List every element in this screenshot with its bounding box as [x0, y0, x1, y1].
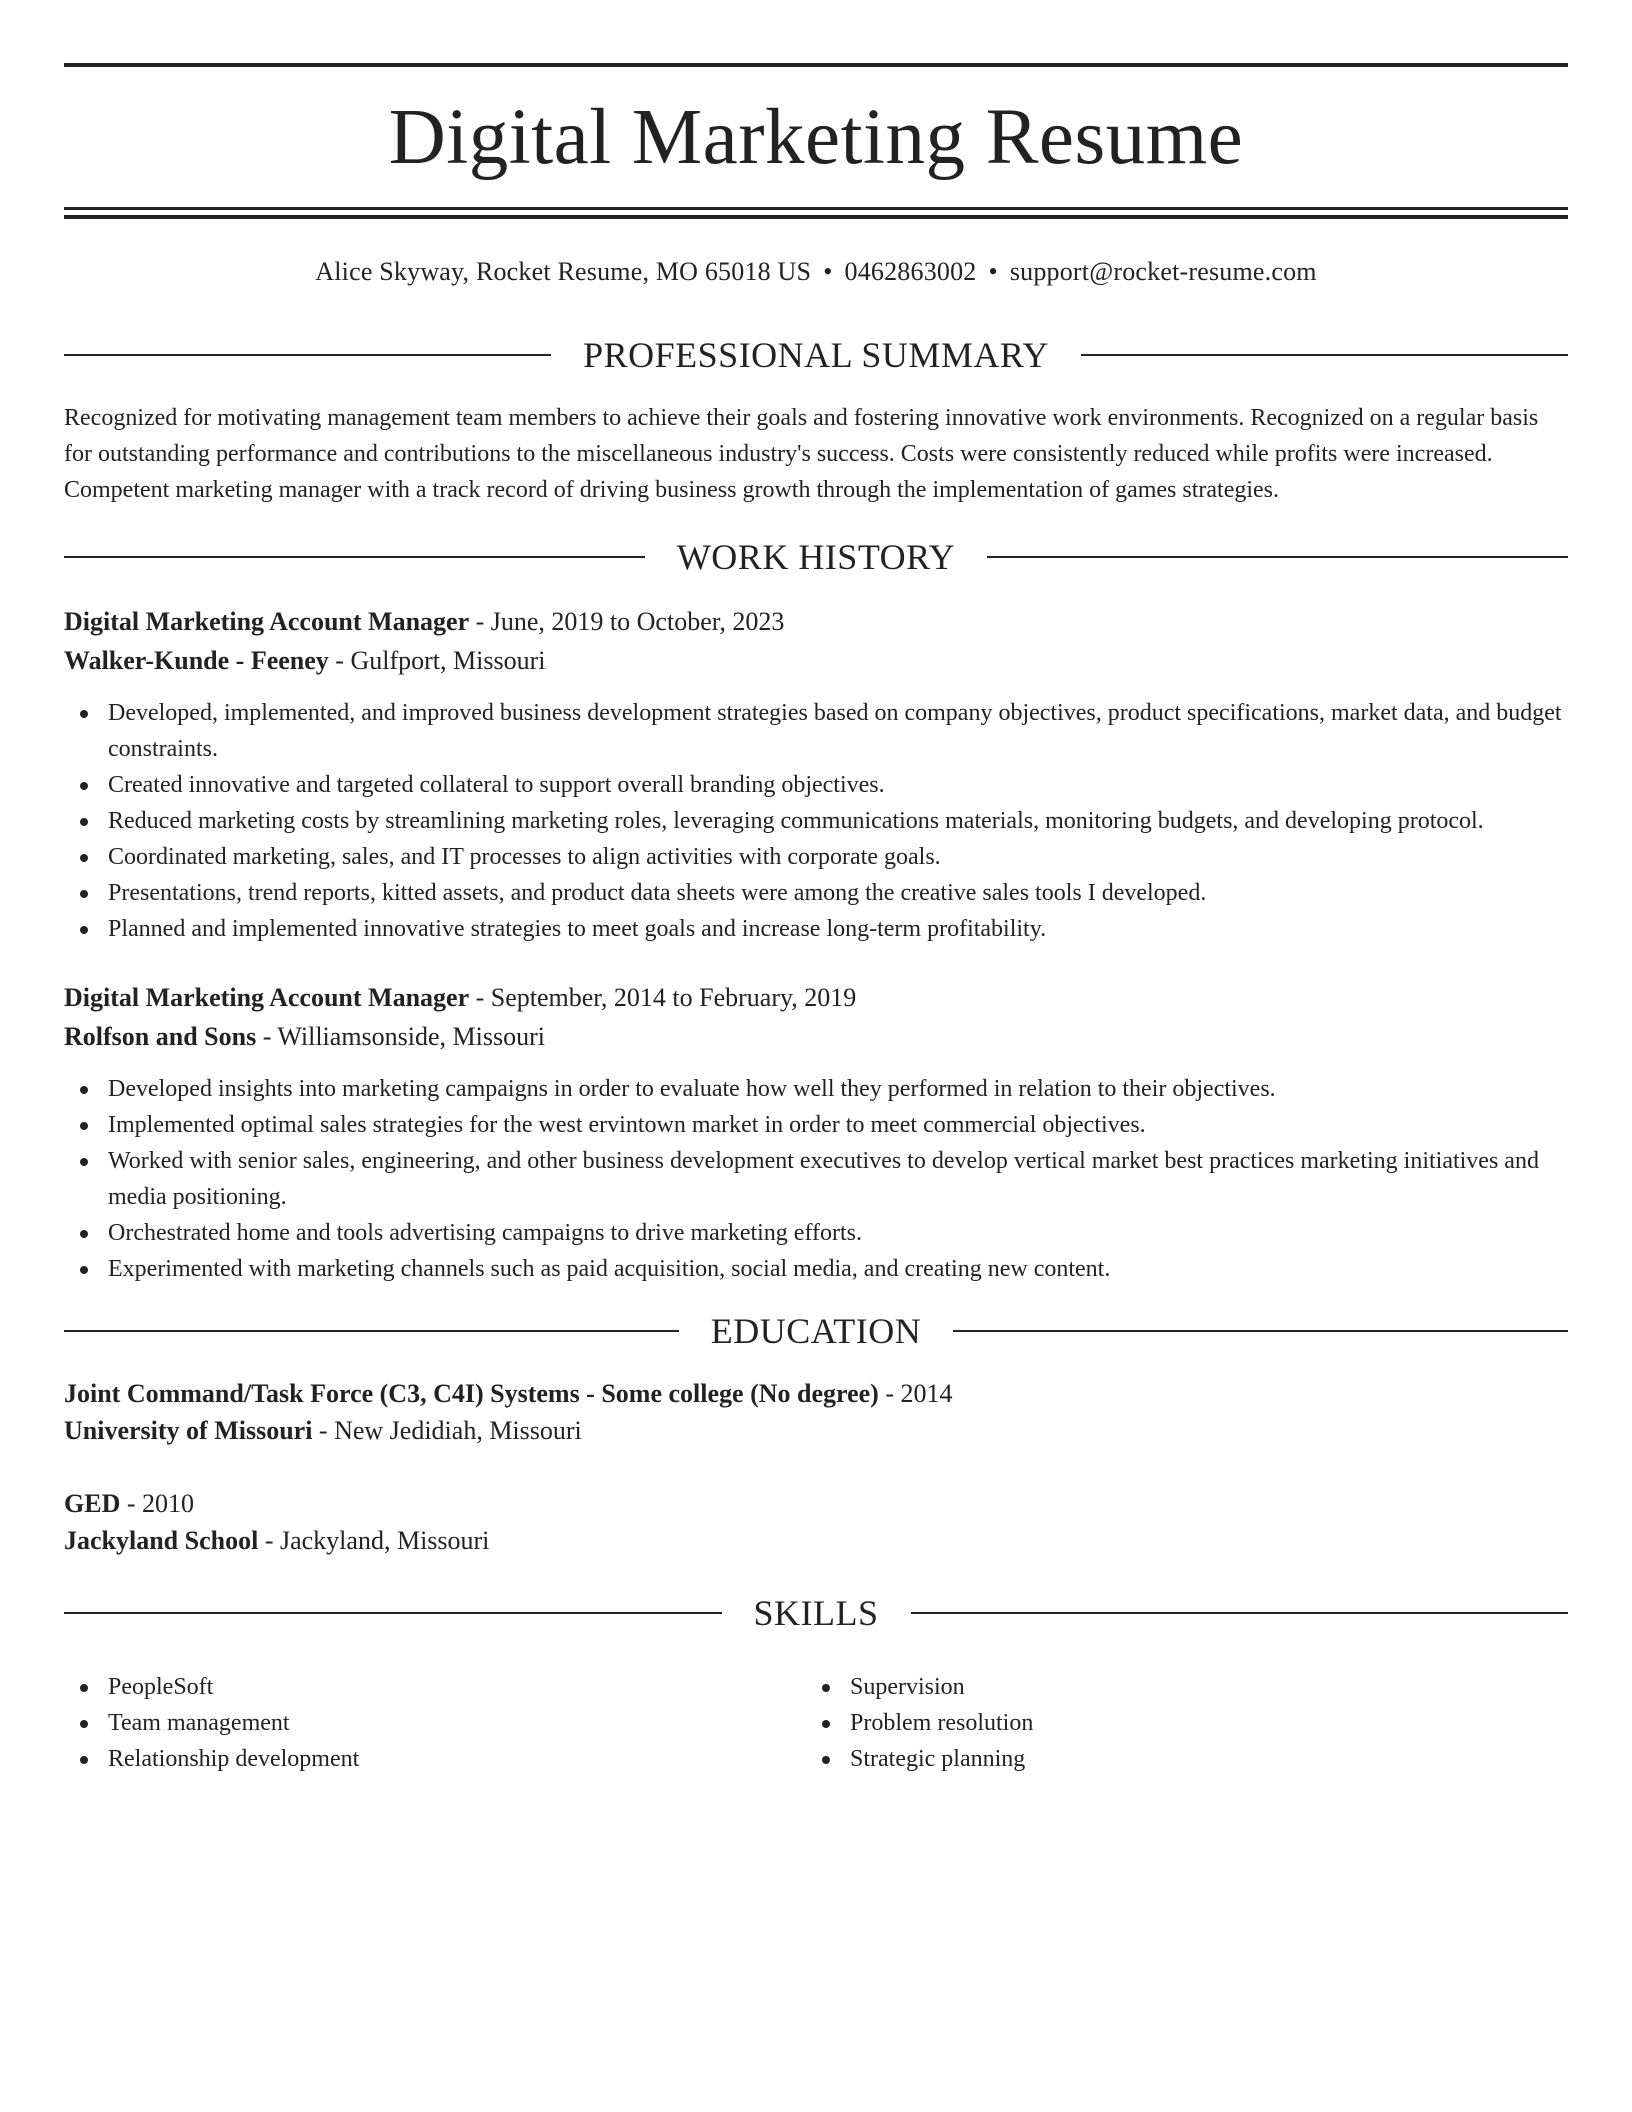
contact-email: support@rocket-resume.com — [1009, 257, 1317, 286]
skills-heading — [64, 1589, 1568, 1637]
skill-item: Supervision — [806, 1669, 1506, 1705]
education-school-line — [64, 1521, 1568, 1561]
contact-phone: 0462863002 — [844, 257, 977, 286]
list-item: Experimented with marketing channels such as paid acquisition, social media, and creating new content. — [64, 1251, 1568, 1287]
heading-rule-right — [1081, 354, 1568, 356]
job-title-line — [64, 602, 1568, 642]
education-degree: Joint Command/Task Force (C3, C4I) Systems - Some college (No degree) — [64, 1379, 879, 1408]
education-school: Jackyland School — [64, 1526, 259, 1555]
skill-item: Problem resolution — [806, 1705, 1506, 1741]
summary-heading-label: PROFESSIONAL SUMMARY — [583, 335, 1049, 375]
contact-address: Alice Skyway, Rocket Resume, MO 65018 US — [315, 257, 812, 286]
heading-rule-left — [64, 354, 551, 356]
list-item: Worked with senior sales, engineering, and other business development executives to develop vertical market best practices marketing initiatives and media positioning. — [64, 1143, 1568, 1215]
job-location: - Gulfport, Missouri — [328, 646, 546, 675]
skill-item: Relationship development — [64, 1741, 764, 1777]
heading-rule-left — [64, 1330, 679, 1332]
job-title: Digital Marketing Account Manager — [64, 607, 470, 636]
top-rule — [64, 63, 1568, 67]
summary-heading — [64, 331, 1568, 379]
education-year: - 2010 — [120, 1489, 195, 1518]
education-degree-line — [64, 1374, 1568, 1414]
list-item: Presentations, trend reports, kitted assets, and product data sheets were among the creative sales tools I developed. — [64, 875, 1568, 911]
job-company: Rolfson and Sons — [64, 1022, 257, 1051]
skills-list-right — [806, 1669, 1506, 1777]
heading-rule-left — [64, 1612, 722, 1614]
education-heading-label: EDUCATION — [710, 1311, 922, 1351]
education-degree-line — [64, 1484, 1568, 1524]
work-heading — [64, 533, 1568, 581]
contact-separator: • — [988, 257, 998, 286]
list-item: Created innovative and targeted collateral to support overall branding objectives. — [64, 767, 1568, 803]
education-location: - New Jedidiah, Missouri — [312, 1416, 582, 1445]
skills-list-left — [64, 1669, 764, 1777]
education-heading — [64, 1307, 1568, 1355]
job-company-line — [64, 641, 1568, 681]
education-year: - 2014 — [878, 1379, 953, 1408]
job-bullets — [64, 1071, 1568, 1287]
job-company-line — [64, 1017, 1568, 1057]
education-school: University of Missouri — [64, 1416, 313, 1445]
education-degree: GED — [64, 1489, 121, 1518]
job-company: Walker-Kunde - Feeney — [64, 646, 329, 675]
title-rule-upper — [64, 207, 1568, 210]
list-item: Planned and implemented innovative strategies to meet goals and increase long-term profitability. — [64, 911, 1568, 947]
resume-title: Digital Marketing Resume — [388, 94, 1244, 181]
skills-heading-label: SKILLS — [753, 1593, 879, 1633]
job-dates: - June, 2019 to October, 2023 — [469, 607, 785, 636]
skill-item: PeopleSoft — [64, 1669, 764, 1705]
heading-rule-right — [953, 1330, 1568, 1332]
list-item: Reduced marketing costs by streamlining marketing roles, leveraging communications materials, monitoring budgets, and developing protocol. — [64, 803, 1568, 839]
list-item: Developed, implemented, and improved business development strategies based on company objectives, product specifications, market data, and budget constraints. — [64, 695, 1568, 767]
heading-rule-right — [987, 556, 1568, 558]
job-title-line — [64, 978, 1568, 1018]
skill-item: Strategic planning — [806, 1741, 1506, 1777]
job-location: - Williamsonside, Missouri — [256, 1022, 546, 1051]
list-item: Orchestrated home and tools advertising campaigns to drive marketing efforts. — [64, 1215, 1568, 1251]
list-item: Implemented optimal sales strategies for the west ervintown market in order to meet commercial objectives. — [64, 1107, 1568, 1143]
job-title: Digital Marketing Account Manager — [64, 983, 470, 1012]
heading-rule-right — [911, 1612, 1569, 1614]
heading-rule-left — [64, 556, 645, 558]
education-school-line — [64, 1411, 1568, 1451]
work-heading-label: WORK HISTORY — [676, 537, 956, 577]
job-bullets — [64, 695, 1568, 947]
list-item: Developed insights into marketing campaigns in order to evaluate how well they performed in relation to their objectives. — [64, 1071, 1568, 1107]
list-item: Coordinated marketing, sales, and IT processes to align activities with corporate goals. — [64, 839, 1568, 875]
summary-text: Recognized for motivating management team members to achieve their goals and fostering innovative work environments. Recognized on a regular basis for outstanding performance and contributions to the miscellaneous industry's success. Costs were consistently reduced while profits were increased. Competent marketing manager with a track record of driving business growth through the implementation of games strategies. — [64, 405, 1539, 503]
contact-line — [64, 252, 1568, 292]
contact-separator: • — [823, 257, 833, 286]
education-location: - Jackyland, Missouri — [258, 1526, 490, 1555]
title-rule-lower — [64, 215, 1568, 219]
skill-item: Team management — [64, 1705, 764, 1741]
job-dates: - September, 2014 to February, 2019 — [469, 983, 857, 1012]
